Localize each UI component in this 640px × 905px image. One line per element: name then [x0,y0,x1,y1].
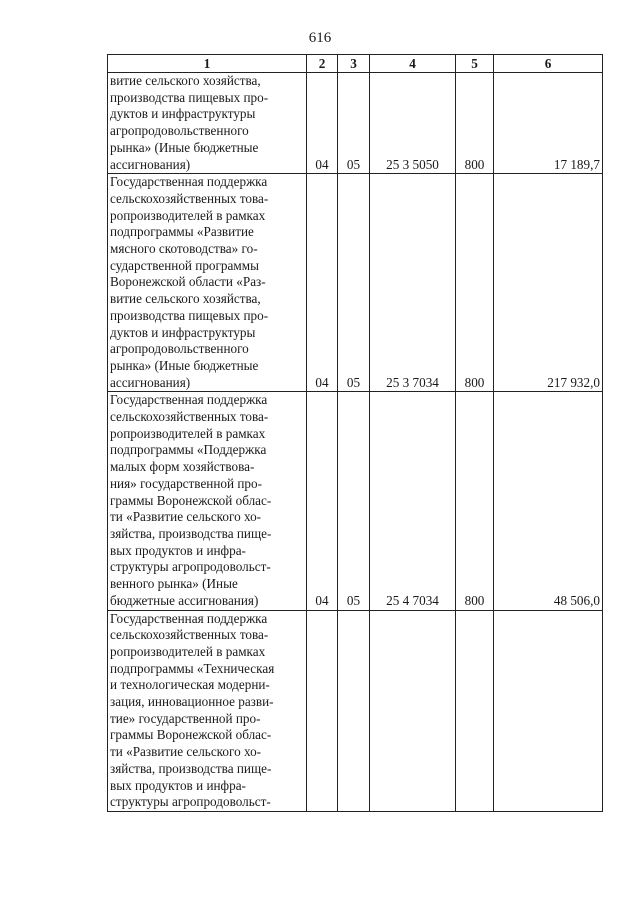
amount-cell: 217 932,0 [494,174,603,392]
column-header-1: 1 [108,55,307,73]
expense-type-cell [456,610,494,811]
section-code-cell: 04 [307,392,338,610]
column-header-2: 2 [307,55,338,73]
table-row [108,174,603,392]
section-code-cell: 04 [307,73,338,174]
expense-type-cell: 800 [456,174,494,392]
expense-type-cell: 800 [456,73,494,174]
column-header-4: 4 [370,55,456,73]
target-article-cell: 25 3 7034 [370,174,456,392]
section-code-cell: 04 [307,174,338,392]
row-name-cell: Государственная поддержка сельскохозяйственных това- ропроизводителей в рамках подпрограммы «Техническая и технологическая модерни- зация, инновационное разви- тие» государственной про- граммы Воронежской облас- ти «Развитие сельского хо- зяйства, производства пище- вых продуктов и инфра- структуры агропродовольст- [108,610,307,811]
subsection-code-cell [338,610,370,811]
column-header-3: 3 [338,55,370,73]
target-article-cell: 25 3 5050 [370,73,456,174]
row-name-cell: витие сельского хозяйства, производства пищевых про- дуктов и инфраструктуры агропродовольственного рынка» (Иные бюджетные ассигнования) [108,73,307,174]
amount-cell: 17 189,7 [494,73,603,174]
section-code-cell [307,610,338,811]
amount-cell: 48 506,0 [494,392,603,610]
column-header-6: 6 [494,55,603,73]
table-header-row [108,55,603,73]
target-article-cell [370,610,456,811]
table-row [108,392,603,610]
row-name-cell: Государственная поддержка сельскохозяйственных това- ропроизводителей в рамках подпрограммы «Поддержка малых форм хозяйствова- ния» государственной про- граммы Воронежской облас- ти «Развитие сельского хо- зяйства, производства пище- вых продуктов и инфра- структуры агропродовольст- венного рынка» (Иные бюджетные ассигнования) [108,392,307,610]
table-row [108,73,603,174]
subsection-code-cell: 05 [338,73,370,174]
budget-table [107,54,603,812]
column-header-5: 5 [456,55,494,73]
target-article-cell: 25 4 7034 [370,392,456,610]
table-row [108,610,603,811]
subsection-code-cell: 05 [338,174,370,392]
expense-type-cell: 800 [456,392,494,610]
amount-cell [494,610,603,811]
subsection-code-cell: 05 [338,392,370,610]
row-name-cell: Государственная поддержка сельскохозяйственных това- ропроизводителей в рамках подпрограммы «Развитие мясного скотоводства» го- сударственной программы Воронежской области «Раз- витие сельского хозяйства, производства пищевых про- дуктов и инфраструктуры агропродовольственного рынка» (Иные бюджетные ассигнования) [108,174,307,392]
page-number: 616 [308,30,332,46]
